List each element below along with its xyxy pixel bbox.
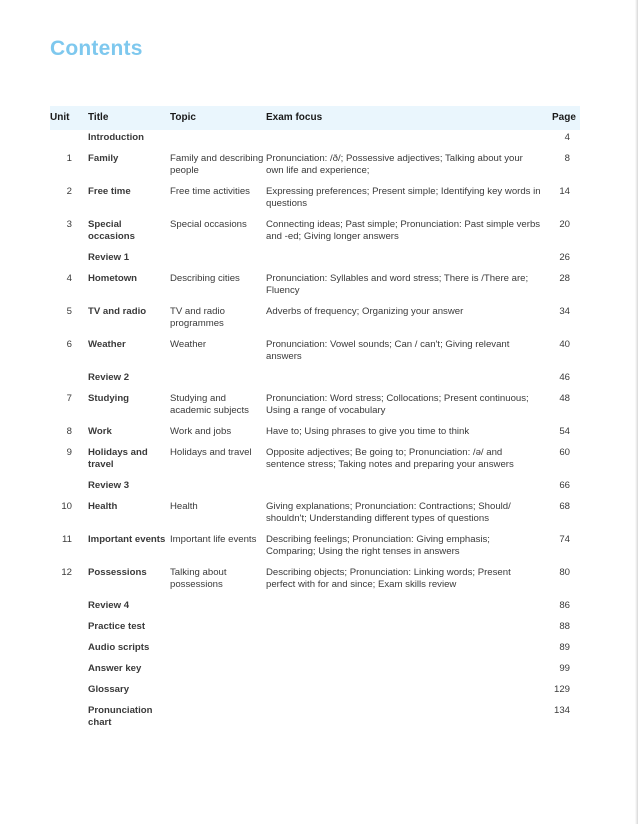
page-number-cell: 14 xyxy=(559,186,570,197)
page-number-cell: 28 xyxy=(559,273,570,284)
exam-focus-cell xyxy=(266,701,552,734)
unit-cell: 5 xyxy=(66,306,72,317)
table-row xyxy=(50,680,580,701)
table-row xyxy=(50,497,580,530)
title-cell: Glossary xyxy=(88,684,130,695)
topic-cell xyxy=(170,368,266,389)
title-cell: Special occasions xyxy=(88,219,135,242)
table-row xyxy=(50,701,580,734)
unit-cell xyxy=(50,596,88,617)
page-number-cell: 99 xyxy=(559,663,570,674)
title-cell: Audio scripts xyxy=(88,642,150,653)
table-row xyxy=(50,596,580,617)
exam-focus-cell xyxy=(266,476,552,497)
page-number-cell: 74 xyxy=(559,534,570,545)
contents-body xyxy=(50,128,580,734)
unit-cell: 7 xyxy=(66,393,72,404)
exam-focus-cell: Pronunciation: Word stress; Collocations; Present continuous; Using a range of vocabulary xyxy=(266,393,529,416)
title-cell: Family xyxy=(88,153,119,164)
exam-focus-cell: Connecting ideas; Past simple; Pronunciation: Past simple verbs and -ed; Giving longer answers xyxy=(266,219,541,242)
table-row xyxy=(50,149,580,182)
unit-cell xyxy=(50,659,88,680)
title-cell: Work xyxy=(88,426,112,437)
title-cell: Introduction xyxy=(88,132,144,143)
topic-cell xyxy=(170,659,266,680)
unit-cell: 8 xyxy=(66,426,72,437)
table-row xyxy=(50,368,580,389)
topic-cell: Health xyxy=(170,501,198,512)
title-cell: Pronunciation chart xyxy=(88,705,153,728)
topic-cell: Family and describing people xyxy=(170,153,264,176)
topic-cell xyxy=(170,476,266,497)
unit-header: Unit xyxy=(50,112,70,123)
title-cell: Important events xyxy=(88,534,166,545)
title-cell: Review 1 xyxy=(88,252,130,263)
topic-cell: TV and radio programmes xyxy=(170,306,225,329)
topic-cell xyxy=(170,248,266,269)
table-row xyxy=(50,443,580,476)
exam-focus-cell: Describing objects; Pronunciation: Linking words; Present perfect with for and since; Exam skills review xyxy=(266,567,511,590)
topic-cell xyxy=(170,638,266,659)
topic-cell: Important life events xyxy=(170,534,257,545)
topic-cell xyxy=(170,617,266,638)
topic-header: Topic xyxy=(170,112,196,123)
topic-cell: Talking about possessions xyxy=(170,567,227,590)
page-number-cell: 89 xyxy=(559,642,570,653)
exam-focus-cell xyxy=(266,659,552,680)
title-header: Title xyxy=(88,112,109,123)
page-number-cell: 80 xyxy=(559,567,570,578)
unit-cell: 10 xyxy=(61,501,72,512)
unit-cell xyxy=(50,128,88,149)
table-row xyxy=(50,530,580,563)
page-number-cell: 40 xyxy=(559,339,570,350)
table-row xyxy=(50,476,580,497)
table-row xyxy=(50,617,580,638)
exam-focus-cell xyxy=(266,368,552,389)
unit-cell xyxy=(50,476,88,497)
exam-focus-cell: Pronunciation: Syllables and word stress; There is /There are; Fluency xyxy=(266,273,529,296)
topic-cell xyxy=(170,701,266,734)
topic-cell: Free time activities xyxy=(170,186,250,197)
topic-cell: Studying and academic subjects xyxy=(170,393,249,416)
title-cell: Hometown xyxy=(88,273,138,284)
unit-cell xyxy=(50,248,88,269)
exam-focus-cell xyxy=(266,596,552,617)
exam-focus-cell xyxy=(266,128,552,149)
page-number-cell: 88 xyxy=(559,621,570,632)
contents-table xyxy=(50,108,580,734)
title-cell: Weather xyxy=(88,339,126,350)
table-row xyxy=(50,269,580,302)
title-cell: Free time xyxy=(88,186,131,197)
topic-cell: Holidays and travel xyxy=(170,447,252,458)
page-number-cell: 48 xyxy=(559,393,570,404)
page-number-cell: 8 xyxy=(564,153,570,164)
exam-focus-cell: Describing feelings; Pronunciation: Giving emphasis; Comparing; Using the right tenses in answers xyxy=(266,534,490,557)
page-number-cell: 68 xyxy=(559,501,570,512)
unit-cell: 9 xyxy=(66,447,72,458)
table-header-row xyxy=(50,108,580,128)
title-cell: Review 3 xyxy=(88,480,130,491)
unit-cell: 2 xyxy=(66,186,72,197)
exam-focus-cell xyxy=(266,680,552,701)
title-cell: Health xyxy=(88,501,118,512)
page-header: Page xyxy=(552,112,576,123)
page-number-cell: 66 xyxy=(559,480,570,491)
table-row xyxy=(50,182,580,215)
unit-cell xyxy=(50,617,88,638)
topic-cell: Special occasions xyxy=(170,219,247,230)
page-number-cell: 54 xyxy=(559,426,570,437)
page-number-cell: 129 xyxy=(553,684,570,695)
exam-focus-cell: Pronunciation: Vowel sounds; Can / can't; Giving relevant answers xyxy=(266,339,510,362)
unit-cell xyxy=(50,638,88,659)
page-number-cell: 46 xyxy=(559,372,570,383)
table-row xyxy=(50,638,580,659)
topic-cell: Describing cities xyxy=(170,273,240,284)
title-cell: TV and radio xyxy=(88,306,147,317)
title-cell: Answer key xyxy=(88,663,142,674)
table-row xyxy=(50,563,580,596)
table-row xyxy=(50,335,580,368)
unit-cell: 11 xyxy=(62,534,72,545)
unit-cell: 3 xyxy=(66,219,72,230)
unit-cell: 12 xyxy=(61,567,72,578)
unit-cell xyxy=(50,680,88,701)
page-number-cell: 26 xyxy=(559,252,570,263)
unit-cell xyxy=(50,368,88,389)
title-cell: Studying xyxy=(88,393,130,404)
exam-focus-cell: Expressing preferences; Present simple; Identifying key words in questions xyxy=(266,186,541,209)
exam-focus-header: Exam focus xyxy=(266,112,323,123)
table-row xyxy=(50,128,580,149)
title-cell: Holidays and travel xyxy=(88,447,148,470)
topic-cell xyxy=(170,128,266,149)
topic-cell xyxy=(170,680,266,701)
exam-focus-cell xyxy=(266,638,552,659)
exam-focus-cell: Opposite adjectives; Be going to; Pronunciation: /ə/ and sentence stress; Taking notes and preparing your answers xyxy=(266,447,514,470)
page-number-cell: 134 xyxy=(553,705,570,716)
unit-cell xyxy=(50,701,88,734)
page-number-cell: 60 xyxy=(559,447,570,458)
table-row xyxy=(50,659,580,680)
page-number-cell: 86 xyxy=(559,600,570,611)
exam-focus-cell: Adverbs of frequency; Organizing your answer xyxy=(266,306,464,317)
exam-focus-cell: Have to; Using phrases to give you time to think xyxy=(266,426,470,437)
page-title: Contents xyxy=(50,37,143,60)
exam-focus-cell xyxy=(266,248,552,269)
unit-cell: 6 xyxy=(66,339,72,350)
title-cell: Review 2 xyxy=(88,372,130,383)
unit-cell: 1 xyxy=(66,153,72,164)
table-row xyxy=(50,248,580,269)
title-cell: Review 4 xyxy=(88,600,130,611)
exam-focus-cell: Giving explanations; Pronunciation: Contractions; Should/ shouldn't; Understanding different types of questions xyxy=(266,501,511,524)
exam-focus-cell xyxy=(266,617,552,638)
page-number-cell: 20 xyxy=(559,219,570,230)
table-row xyxy=(50,422,580,443)
table-row xyxy=(50,389,580,422)
unit-cell: 4 xyxy=(66,273,72,284)
topic-cell xyxy=(170,596,266,617)
title-cell: Practice test xyxy=(88,621,146,632)
table-row xyxy=(50,215,580,248)
topic-cell: Work and jobs xyxy=(170,426,232,437)
title-cell: Possessions xyxy=(88,567,147,578)
page-number-cell: 34 xyxy=(559,306,570,317)
page-number-cell: 4 xyxy=(564,132,570,143)
exam-focus-cell: Pronunciation: /ð/; Possessive adjectives; Talking about your own life and experience; xyxy=(266,153,523,176)
topic-cell: Weather xyxy=(170,339,207,350)
table-row xyxy=(50,302,580,335)
